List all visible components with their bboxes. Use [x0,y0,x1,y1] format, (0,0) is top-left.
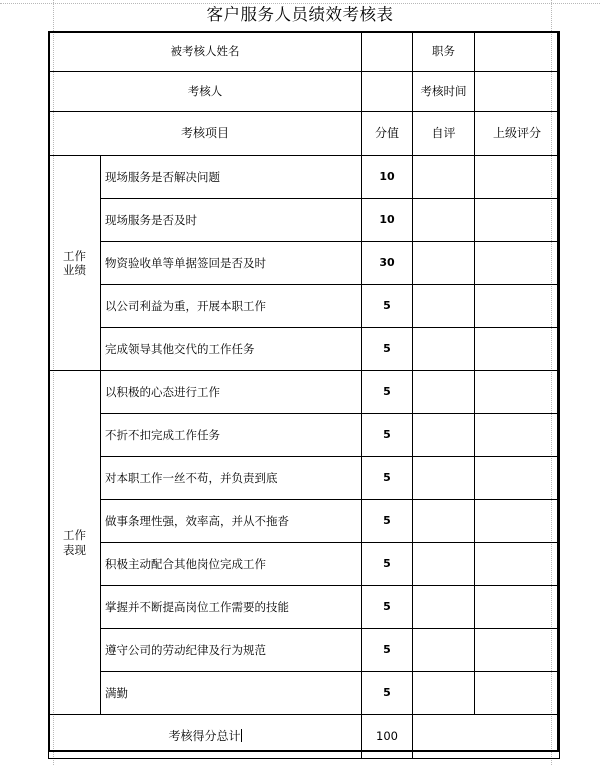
appraisal-item-superior-eval[interactable] [475,242,560,285]
appraisal-item-score: 10 [362,156,413,199]
appraisal-item-self-eval[interactable] [413,156,475,199]
table-row [49,156,560,199]
appraisal-item-label: 现场服务是否解决问题 [101,156,362,199]
category-label-line: 业绩 [63,263,86,277]
total-score-value: 100 [362,715,413,759]
table-row-name [49,32,560,72]
total-result-field[interactable] [413,715,560,759]
appraisal-item-label: 以积极的心态进行工作 [101,371,362,414]
table-row [49,328,560,371]
appraisal-item-self-eval[interactable] [413,586,475,629]
appraisal-item-label: 完成领导其他交代的工作任务 [101,328,362,371]
table-row [49,629,560,672]
column-header-item: 考核项目 [49,112,362,156]
appraisal-item-superior-eval[interactable] [475,328,560,371]
appraisal-item-label: 满勤 [101,672,362,715]
appraisal-item-self-eval[interactable] [413,500,475,543]
appraisal-item-label: 做事条理性强，效率高，并从不拖沓 [101,500,362,543]
appraisal-item-score: 5 [362,629,413,672]
appraisal-item-score: 5 [362,414,413,457]
appraisal-item-superior-eval[interactable] [475,156,560,199]
appraisal-item-self-eval[interactable] [413,371,475,414]
appraisal-item-self-eval[interactable] [413,285,475,328]
table-row [49,414,560,457]
appraisal-item-score: 5 [362,672,413,715]
appraisal-item-score: 5 [362,586,413,629]
appraisal-item-score: 5 [362,285,413,328]
label-assessment-date: 考核时间 [413,72,475,112]
appraisal-item-label: 不折不扣完成工作任务 [101,414,362,457]
document-title: 客户服务人员绩效考核表 [206,5,394,24]
appraisal-item-superior-eval[interactable] [475,414,560,457]
appraisal-item-superior-eval[interactable] [475,199,560,242]
appraisal-item-label: 掌握并不断提高岗位工作需要的技能 [101,586,362,629]
table-header-row [49,112,560,156]
total-score-label [49,715,362,759]
table-row [49,543,560,586]
table-row [49,199,560,242]
table-row [49,672,560,715]
appraisal-item-label: 积极主动配合其他岗位完成工作 [101,543,362,586]
appraisal-item-score: 10 [362,199,413,242]
table-row [49,285,560,328]
appraisal-item-label: 以公司利益为重，开展本职工作 [101,285,362,328]
appraisal-item-superior-eval[interactable] [475,543,560,586]
category-label-line: 工作 [63,248,86,263]
total-score-label-text: 考核得分总计 [168,729,241,743]
appraisal-item-score: 5 [362,543,413,586]
table-row [49,457,560,500]
appraisal-item-self-eval[interactable] [413,457,475,500]
appraisal-item-label: 物资验收单等单据签回是否及时 [101,242,362,285]
field-employee-name[interactable] [362,32,413,72]
category-label-line: 表现 [63,542,86,557]
appraisal-item-superior-eval[interactable] [475,457,560,500]
appraisal-item-superior-eval[interactable] [475,371,560,414]
appraisal-item-score: 5 [362,500,413,543]
column-header-score: 分值 [362,112,413,156]
appraisal-item-self-eval[interactable] [413,328,475,371]
field-assessment-date[interactable] [475,72,560,112]
performance-appraisal-table [48,31,560,759]
table-row [49,586,560,629]
appraisal-item-self-eval[interactable] [413,242,475,285]
column-header-self-eval: 自评 [413,112,475,156]
appraisal-item-score: 30 [362,242,413,285]
appraisal-item-self-eval[interactable] [413,543,475,586]
appraisal-item-superior-eval[interactable] [475,672,560,715]
table-row [49,371,560,414]
category-cell [49,156,101,371]
table-row [49,500,560,543]
appraisal-item-superior-eval[interactable] [475,586,560,629]
label-assessor: 考核人 [49,72,362,112]
appraisal-item-superior-eval[interactable] [475,285,560,328]
field-assessor[interactable] [362,72,413,112]
table-total-row [49,715,560,759]
appraisal-item-superior-eval[interactable] [475,629,560,672]
field-position[interactable] [475,32,560,72]
appraisal-item-score: 5 [362,328,413,371]
appraisal-item-self-eval[interactable] [413,199,475,242]
appraisal-item-label: 现场服务是否及时 [101,199,362,242]
label-position: 职务 [413,32,475,72]
appraisal-item-superior-eval[interactable] [475,500,560,543]
appraisal-item-label: 遵守公司的劳动纪律及行为规范 [101,629,362,672]
appraisal-item-self-eval[interactable] [413,629,475,672]
table-row-assessor [49,72,560,112]
column-header-superior-eval: 上级评分 [475,112,560,156]
appraisal-item-self-eval[interactable] [413,672,475,715]
label-employee-name: 被考核人姓名 [49,32,362,72]
category-cell [49,371,101,715]
appraisal-item-self-eval[interactable] [413,414,475,457]
appraisal-item-score: 5 [362,371,413,414]
table-row [49,242,560,285]
appraisal-item-label: 对本职工作一丝不苟，并负责到底 [101,457,362,500]
appraisal-item-score: 5 [362,457,413,500]
category-label-line: 工作 [63,528,86,543]
text-cursor [241,729,242,742]
